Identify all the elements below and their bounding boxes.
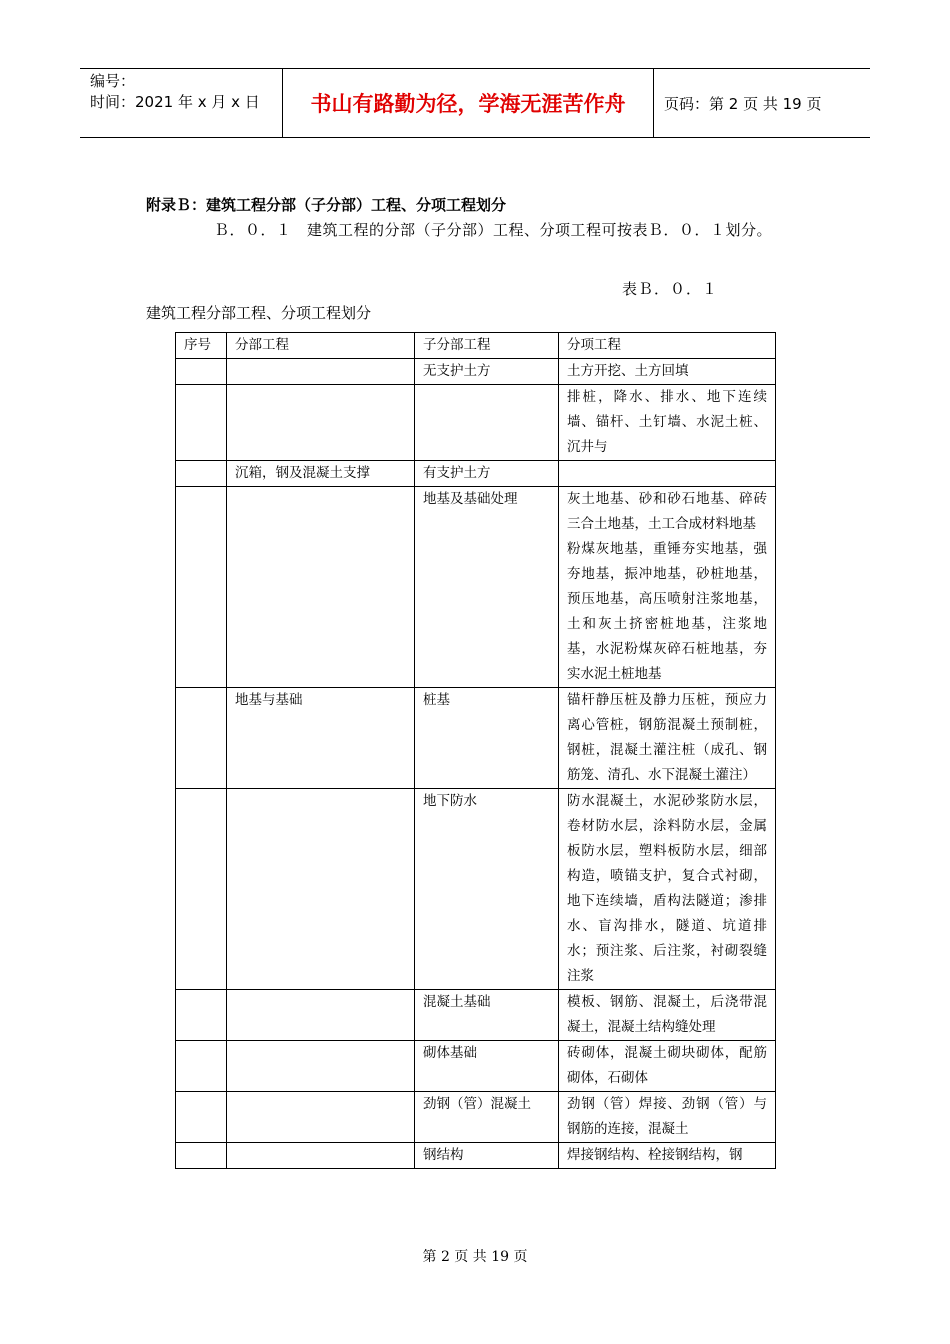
division-cell: 地基与基础: [227, 688, 415, 789]
subdivision-cell: 钢结构: [415, 1143, 559, 1169]
table-header-row: [176, 333, 776, 359]
table-row: [176, 487, 776, 688]
table-caption: 建筑工程分部工程、分项工程划分: [146, 304, 372, 322]
subdivision-cell: 地基及基础处理: [415, 487, 559, 688]
seq-cell: [176, 1092, 227, 1143]
table-row: [176, 789, 776, 990]
division-cell: [227, 789, 415, 990]
seq-cell: [176, 461, 227, 487]
division-cell: [227, 385, 415, 461]
subdivision-cell: 地下防水: [415, 789, 559, 990]
division-cell: [227, 359, 415, 385]
table-row: [176, 688, 776, 789]
items-cell: 灰土地基、砂和砂石地基、碎砖三合土地基，土工合成材料地基 粉煤灰地基，重锤夯实地基，强夯地基，振冲地基，砂桩地基，预压地基，高压喷射注浆地基，土和灰土挤密桩地基，注浆地基，水泥粉煤灰碎石桩地基，夯实水泥土桩地基: [559, 487, 776, 688]
subdivision-cell: 无支护土方: [415, 359, 559, 385]
table-number: 表Ｂ．０．１: [622, 280, 719, 298]
section-title: 附录Ｂ：建筑工程分部（子分部）工程、分项工程划分: [146, 196, 507, 214]
subdivision-cell: 有支护土方: [415, 461, 559, 487]
division-cell: [227, 1143, 415, 1169]
header-page-number: 页码：第 2 页 共 19 页: [664, 94, 822, 113]
header-division: 分部工程: [227, 333, 415, 359]
items-cell: 模板、钢筋、混凝土，后浇带混凝土，混凝土结构缝处理: [559, 990, 776, 1041]
division-cell: [227, 1092, 415, 1143]
document-number-label: 编号：: [90, 72, 136, 90]
seq-cell: [176, 688, 227, 789]
section-intro: Ｂ．０．１ 建筑工程的分部（子分部）工程、分项工程可按表Ｂ．０．１划分。: [214, 221, 773, 239]
table-row: [176, 461, 776, 487]
header-items: 分项工程: [559, 333, 776, 359]
subdivision-cell: 劲钢（管）混凝土: [415, 1092, 559, 1143]
items-cell: 砖砌体，混凝土砌块砌体，配筋砌体，石砌体: [559, 1041, 776, 1092]
table-row: [176, 1143, 776, 1169]
page-footer: 第 2 页 共 19 页: [422, 1249, 528, 1265]
header-motto: 书山有路勤为径，学海无涯苦作舟: [282, 69, 654, 137]
page-header: [80, 68, 870, 138]
table-body: [176, 359, 776, 1169]
items-cell: 劲钢（管）焊接、劲钢（管）与钢筋的连接，混凝土: [559, 1092, 776, 1143]
seq-cell: [176, 385, 227, 461]
items-cell: [559, 461, 776, 487]
seq-cell: [176, 1143, 227, 1169]
subdivision-cell: 桩基: [415, 688, 559, 789]
subdivision-cell: 混凝土基础: [415, 990, 559, 1041]
table-row: [176, 1092, 776, 1143]
header-seq: 序号: [176, 333, 227, 359]
items-cell: 焊接钢结构、栓接钢结构，钢: [559, 1143, 776, 1169]
table-row: [176, 359, 776, 385]
table-row: [176, 385, 776, 461]
items-cell: 土方开挖、土方回填: [559, 359, 776, 385]
items-cell: 防水混凝土，水泥砂浆防水层，卷材防水层，涂料防水层，金属板防水层，塑料板防水层，细部构造，喷锚支护，复合式衬砌，地下连续墙，盾构法隧道；渗排水、盲沟排水，隧道、坑道排水；预注浆、后注浆，衬砌裂缝注浆: [559, 789, 776, 990]
seq-cell: [176, 487, 227, 688]
division-cell: 沉箱，钢及混凝土支撑: [227, 461, 415, 487]
division-cell: [227, 487, 415, 688]
seq-cell: [176, 1041, 227, 1092]
division-cell: [227, 1041, 415, 1092]
subdivision-cell: 砌体基础: [415, 1041, 559, 1092]
items-cell: 排桩，降水、排水、地下连续墙、锚杆、土钉墙、水泥土桩、沉井与: [559, 385, 776, 461]
items-cell: 锚杆静压桩及静力压桩，预应力离心管桩，钢筋混凝土预制桩，钢桩，混凝土灌注桩（成孔、钢筋笼、清孔、水下混凝土灌注）: [559, 688, 776, 789]
table-row: [176, 990, 776, 1041]
seq-cell: [176, 359, 227, 385]
header-subdivision: 子分部工程: [415, 333, 559, 359]
division-cell: [227, 990, 415, 1041]
division-table: [175, 332, 776, 1169]
seq-cell: [176, 990, 227, 1041]
header-meta: [80, 69, 282, 137]
document-date: 时间：2021 年 x 月 x 日: [90, 93, 260, 111]
seq-cell: [176, 789, 227, 990]
subdivision-cell: [415, 385, 559, 461]
table-row: [176, 1041, 776, 1092]
